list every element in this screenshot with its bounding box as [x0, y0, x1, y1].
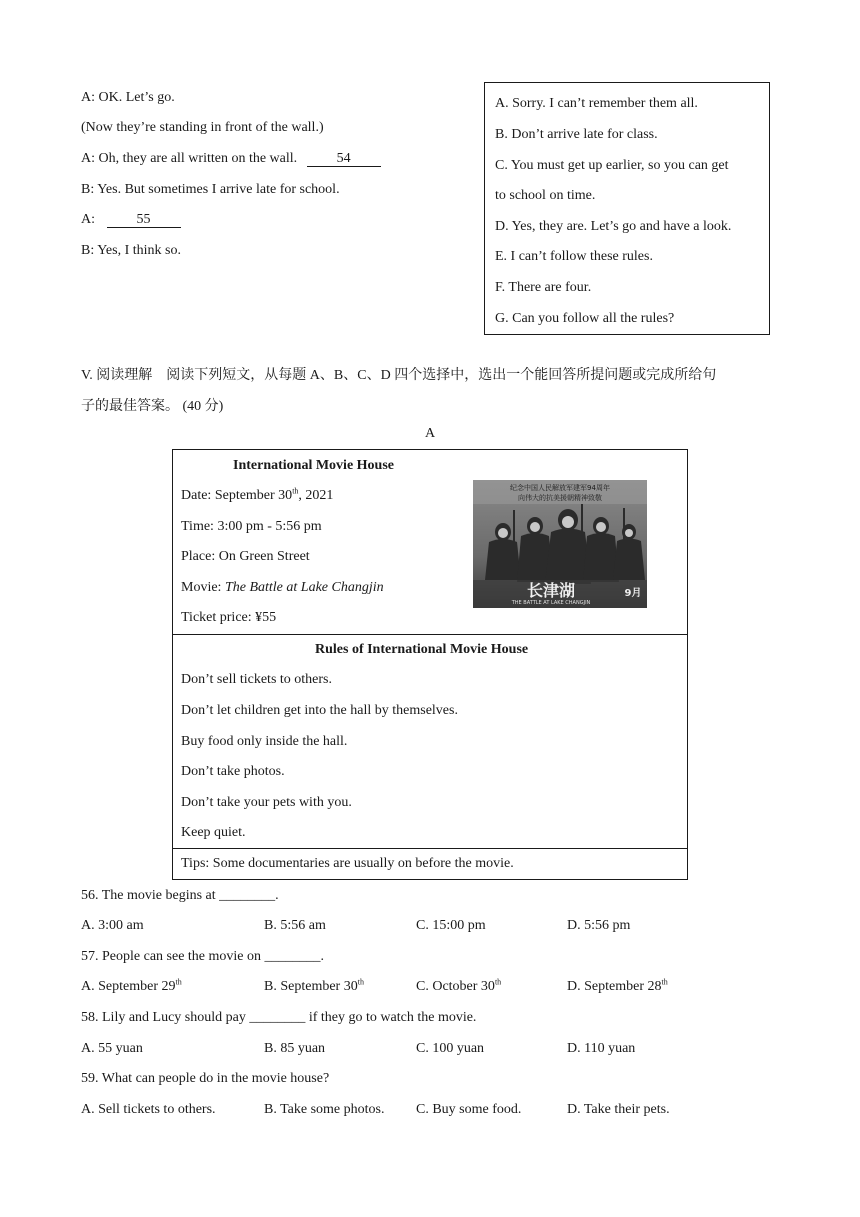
option-c: C. You must get up earlier, so you can get [495, 158, 729, 173]
dialogue-line-3-text: A: Oh, they are all written on the wall. [81, 151, 298, 166]
poster-title-en: THE BATTLE AT LAKE CHANGJIN [511, 600, 591, 606]
notice-time: Time: 3:00 pm - 5:56 pm [181, 519, 322, 534]
choice-56-b[interactable]: B. 5:56 am [264, 918, 326, 933]
rules-title: Rules of International Movie House [315, 642, 529, 657]
question-56-stem: 56. The movie begins at ________. [81, 888, 279, 903]
choice-59-a[interactable]: A. Sell tickets to others. [81, 1102, 216, 1117]
dialogue-line-5 [81, 212, 181, 228]
rule-4: Don’t take photos. [181, 764, 285, 779]
rule-3: Buy food only inside the hall. [181, 734, 348, 749]
option-d: D. Yes, they are. Let’s go and have a look. [495, 219, 732, 234]
section-heading-line-2: 子的最佳答案。 (40 分) [81, 399, 224, 414]
choice-57-d-sup: th [661, 977, 668, 987]
question-58-stem: 58. Lily and Lucy should pay ________ if they go to watch the movie. [81, 1010, 477, 1025]
choice-56-a[interactable]: A. 3:00 am [81, 918, 144, 933]
section-heading-line-1: V. 阅读理解 阅读下列短文，从每题 A、B、C、D 四个选择中，选出一个能回答所提问题或完成所给句 [81, 368, 717, 383]
choice-57-a[interactable] [81, 979, 182, 995]
movie-poster-graphic [473, 480, 647, 608]
option-g: G. Can you follow all the rules? [495, 311, 675, 326]
answer-blank-54[interactable]: 54 [307, 152, 381, 167]
option-c-continued: to school on time. [495, 188, 596, 203]
poster-title-cn: 长津湖 [526, 581, 576, 600]
option-b: B. Don’t arrive late for class. [495, 127, 658, 142]
choice-57-a-sup: th [175, 977, 182, 987]
choice-58-d[interactable]: D. 110 yuan [567, 1041, 636, 1056]
poster-banner-line-1: 纪念中国人民解放军建军94周年 [510, 484, 610, 492]
notice-date-year: , 2021 [298, 488, 334, 503]
notice-date-sup: th [292, 486, 299, 496]
question-57-stem: 57. People can see the movie on ________. [81, 949, 325, 964]
answer-blank-55[interactable]: 55 [107, 213, 181, 228]
notice-movie [181, 580, 384, 596]
movie-notice-table [172, 449, 688, 880]
table-divider-1 [173, 634, 687, 635]
choice-56-d[interactable]: D. 5:56 pm [567, 918, 631, 933]
notice-movie-label: Movie: [181, 580, 225, 595]
choice-58-b[interactable]: B. 85 yuan [264, 1041, 326, 1056]
option-e: E. I can’t follow these rules. [495, 249, 653, 264]
choice-57-c[interactable] [416, 979, 501, 995]
choice-59-d[interactable]: D. Take their pets. [567, 1102, 670, 1117]
options-box [484, 82, 770, 335]
choice-56-c[interactable]: C. 15:00 pm [416, 918, 486, 933]
notice-movie-title: The Battle at Lake Changjin [224, 580, 384, 595]
dialogue-line-4: B: Yes. But sometimes I arrive late for school. [81, 182, 340, 197]
rule-6: Keep quiet. [181, 825, 246, 840]
option-f: F. There are four. [495, 280, 592, 295]
choice-57-d-text: D. September 28 [567, 979, 662, 994]
dialogue-line-3 [81, 151, 381, 167]
notice-price: Ticket price: ¥55 [181, 610, 277, 625]
choice-59-c[interactable]: C. Buy some food. [416, 1102, 522, 1117]
poster-banner-line-2: 向伟大的抗美援朝精神致敬 [518, 494, 602, 502]
question-59-stem: 59. What can people do in the movie house? [81, 1071, 330, 1086]
notice-title: International Movie House [233, 458, 394, 473]
choice-57-c-sup: th [494, 977, 502, 987]
poster-date-mark: 9月 [624, 588, 642, 599]
choice-57-b-text: B. September 30 [264, 979, 358, 994]
dialogue-line-2: (Now they’re standing in front of the wall.) [81, 120, 324, 135]
notice-place: Place: On Green Street [181, 549, 310, 564]
dialogue-line-6: B: Yes, I think so. [81, 243, 181, 258]
movie-poster-image [473, 480, 647, 608]
table-divider-2 [173, 848, 687, 849]
choice-58-c[interactable]: C. 100 yuan [416, 1041, 485, 1056]
choice-57-d[interactable] [567, 979, 668, 995]
dialogue-line-5-text: A: [81, 212, 95, 227]
choice-57-a-text: A. September 29 [81, 979, 176, 994]
notice-date-text: Date: September 30 [181, 488, 293, 503]
option-a: A. Sorry. I can’t remember them all. [495, 96, 698, 111]
choice-57-b[interactable] [264, 979, 364, 995]
choice-57-b-sup: th [357, 977, 364, 987]
choice-59-b[interactable]: B. Take some photos. [264, 1102, 385, 1117]
notice-date [181, 488, 333, 504]
rule-5: Don’t take your pets with you. [181, 795, 352, 810]
dialogue-line-1: A: OK. Let’s go. [81, 90, 175, 105]
notice-tips: Tips: Some documentaries are usually on before the movie. [181, 856, 514, 871]
rule-2: Don’t let children get into the hall by themselves. [181, 703, 458, 718]
choice-57-c-text: C. October 30 [416, 979, 495, 994]
passage-label: A [425, 426, 436, 441]
rule-1: Don’t sell tickets to others. [181, 672, 332, 687]
choice-58-a[interactable]: A. 55 yuan [81, 1041, 143, 1056]
